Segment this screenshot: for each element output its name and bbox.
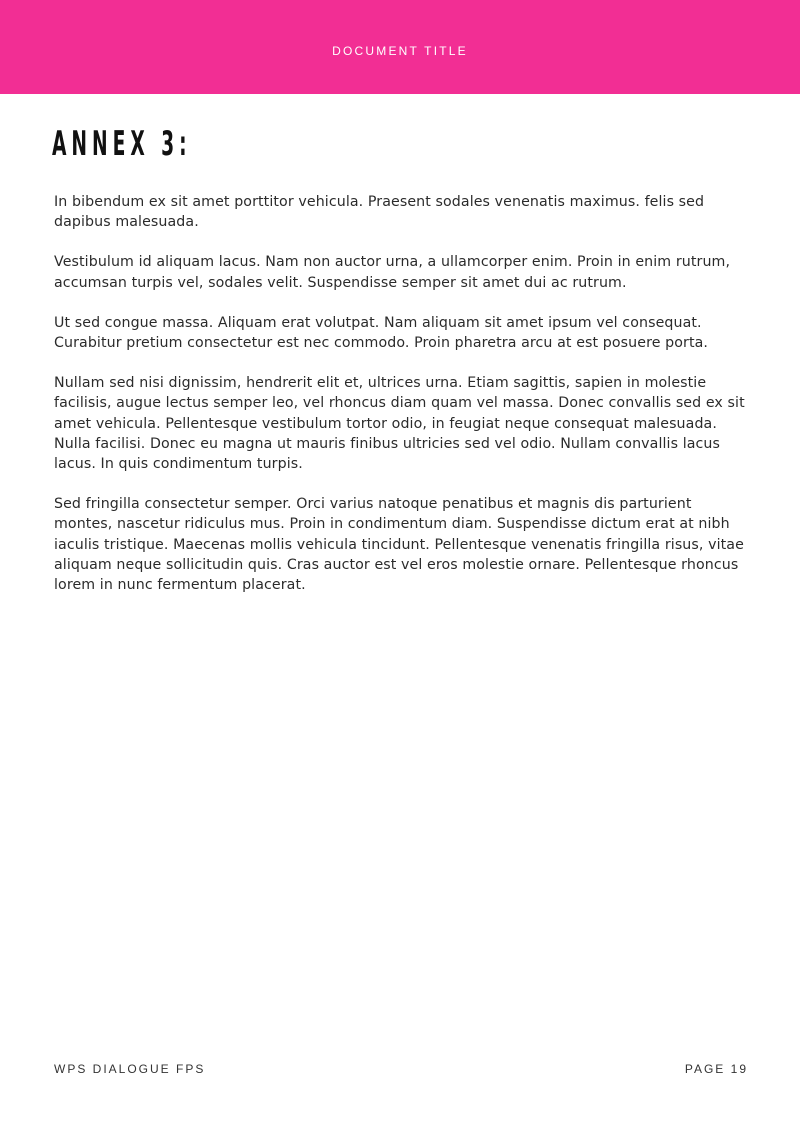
paragraph-1: In bibendum ex sit amet porttitor vehicula. Praesent sodales venenatis maximus. felis sed dapibus malesuada. — [54, 194, 705, 231]
paragraph-5: Sed fringilla consectetur semper. Orci varius natoque penatibus et magnis dis parturient montes, nascetur ridiculus mus. Proin in condimentum diam. Suspendisse dictum erat at nibh iaculis tristique. Maecenas mollis vehicula tincidunt. Pellentesque venenatis fringilla risus, vitae aliquam neque sollicitudin quis. Cras auctor est vel eros molestie ornare. Pellentesque rhoncus lorem in nunc fermentum placerat. — [54, 496, 744, 594]
page-number: PAGE 19 — [684, 1062, 748, 1076]
header-band — [0, 0, 800, 94]
paragraph-3: Ut sed congue massa. Aliquam erat volutpat. Nam aliquam sit amet ipsum vel consequat. Curabitur pretium consectetur est nec commodo. Proin pharetra arcu at est posuere porta. — [54, 314, 709, 352]
footer-text: WPS DIALOGUE FPS — [54, 1062, 206, 1076]
document-title: DOCUMENT TITLE — [332, 44, 468, 58]
annex-heading: ANNEX 3: — [52, 124, 192, 164]
paragraph-2: Vestibulum id aliquam lacus. Nam non auctor urna, a ullamcorper enim. Proin in enim rutrum, accumsan turpis vel, sodales velit. Suspendisse semper sit amet dui ac rutrum. — [54, 254, 731, 291]
paragraph-4: Nullam sed nisi dignissim, hendrerit elit et, ultrices urna. Etiam sagittis, sapien in molestie facilisis, augue lectus semper leo, vel rhoncus diam quam vel massa. Donec convallis sed ex sit amet vehicula. Pellentesque vestibulum tortor odio, in feugiat neque consequat malesuada. Nulla facilisi. Donec eu magna ut mauris finibus ultricies sed vel odio. Nullam convallis lacus lacus. In quis condimentum turpis. — [54, 375, 745, 473]
body-text — [54, 192, 754, 615]
